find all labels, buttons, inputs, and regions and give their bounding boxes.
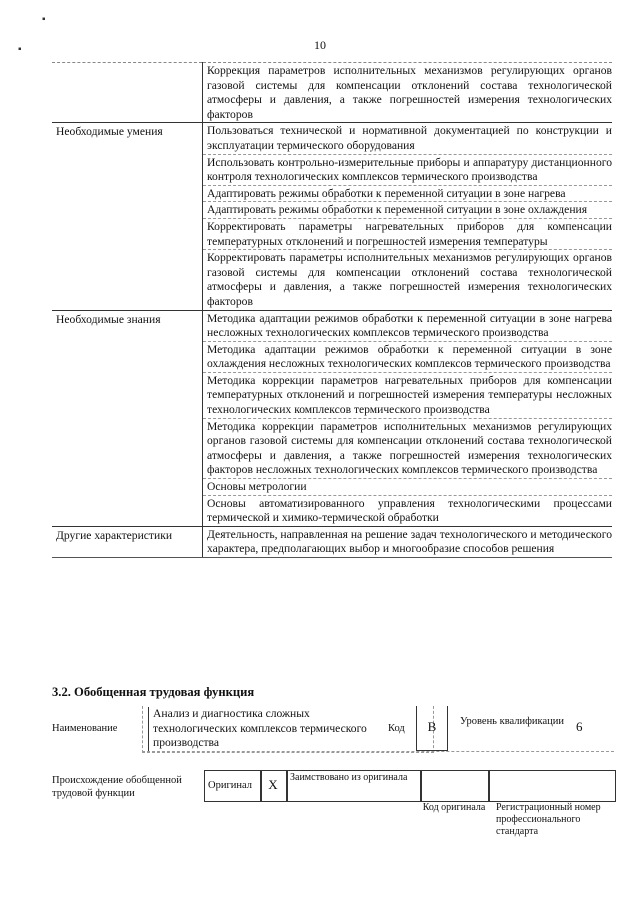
list-item: Корректировать параметры нагревательных приборов для компенсации температурных отклонений и погрешностей измерения температуры	[203, 218, 612, 249]
code-original-cell	[420, 770, 490, 802]
row-items	[203, 310, 613, 526]
list-item: Коррекция параметров исполнительных механизмов регулирующих органов газовой системы для компенсации отклонений состава технологической атмосферы и давления, а также погрешностей измерения технологических факторов	[207, 64, 612, 121]
original-label: Оригинал	[208, 780, 252, 791]
table-row	[52, 63, 612, 123]
row-items	[203, 123, 613, 310]
row-label: Необходимые знания	[52, 310, 203, 526]
competency-table	[52, 62, 612, 558]
name-value: Анализ и диагностика сложных технологических комплексов термического производства	[148, 707, 368, 751]
original-mark: X	[268, 777, 278, 792]
level-value: 6	[576, 719, 583, 734]
origin-row	[52, 770, 614, 860]
reg-number-caption: Регистрационный номер профессионального стандарта	[496, 802, 601, 837]
reg-number-cell	[488, 770, 616, 802]
scan-mark: ▪	[42, 14, 46, 25]
list-item: Использовать контрольно-измерительные приборы и аппаратуру дистанционного контроля технологических комплексов термического производства	[203, 154, 612, 185]
table-row	[52, 123, 612, 310]
list-item: Адаптировать режимы обработки к переменной ситуации в зоне охлаждения	[203, 201, 612, 218]
list-item: Методика коррекции параметров исполнительных механизмов регулирующих органов газовой системы для компенсации отклонений состава технологической атмосферы и давления, а также погрешностей измерения технологических факторов несложных технологических комплексов термического производства	[203, 418, 612, 478]
list-item: Адаптировать режимы обработки к переменной ситуации в зоне нагрева	[203, 185, 612, 202]
level-label: Уровень квалификации	[460, 716, 565, 727]
list-item: Методика адаптации режимов обработки к переменной ситуации в зоне нагрева несложных технологических комплексов термического производства	[207, 311, 612, 340]
scan-mark: ▪	[18, 44, 22, 55]
row-items	[203, 526, 613, 557]
list-item: Корректировать параметры исполнительных механизмов регулирующих органов газовой системы для компенсации отклонений состава технологической атмосферы и давления, а также погрешностей измерения технологических факторов	[203, 249, 612, 309]
row-items	[203, 63, 613, 123]
code-value: B	[416, 706, 448, 751]
section-title: 3.2. Обобщенная трудовая функция	[52, 685, 255, 699]
list-item: Методика коррекции параметров нагревательных приборов для компенсации температурных отклонений и погрешностей измерения температуры несложных технологических комплексов термического производства	[203, 372, 612, 418]
name-label: Наименование	[52, 723, 118, 734]
table-row	[52, 310, 612, 526]
code-original-caption: Код оригинала	[422, 802, 486, 813]
list-item: Деятельность, направленная на решение задач технологического и методического характера, предполагающих выбор и многообразие способов решения	[207, 527, 612, 556]
row-label: Необходимые умения	[52, 123, 203, 310]
list-item: Основы автоматизированного управления технологическими процессами термической и химико-термической обработки	[203, 495, 612, 526]
row-underline	[142, 751, 614, 752]
origin-label: Происхождение обобщенной трудовой функции	[52, 775, 182, 799]
row-label	[52, 63, 203, 123]
list-item: Основы метрологии	[203, 478, 612, 495]
page-number: 10	[314, 38, 326, 52]
code-label: Код	[388, 723, 405, 734]
function-name-row	[52, 706, 614, 752]
row-label: Другие характеристики	[52, 526, 203, 557]
list-item: Пользоваться технической и нормативной документацией по конструкции и эксплуатации термического оборудования	[207, 124, 612, 152]
list-item: Методика адаптации режимов обработки к переменной ситуации в зоне охлаждения несложных технологических комплексов термического производства	[203, 341, 612, 372]
borrowed-label: Заимствовано из оригинала	[290, 772, 408, 783]
table-row	[52, 526, 612, 557]
